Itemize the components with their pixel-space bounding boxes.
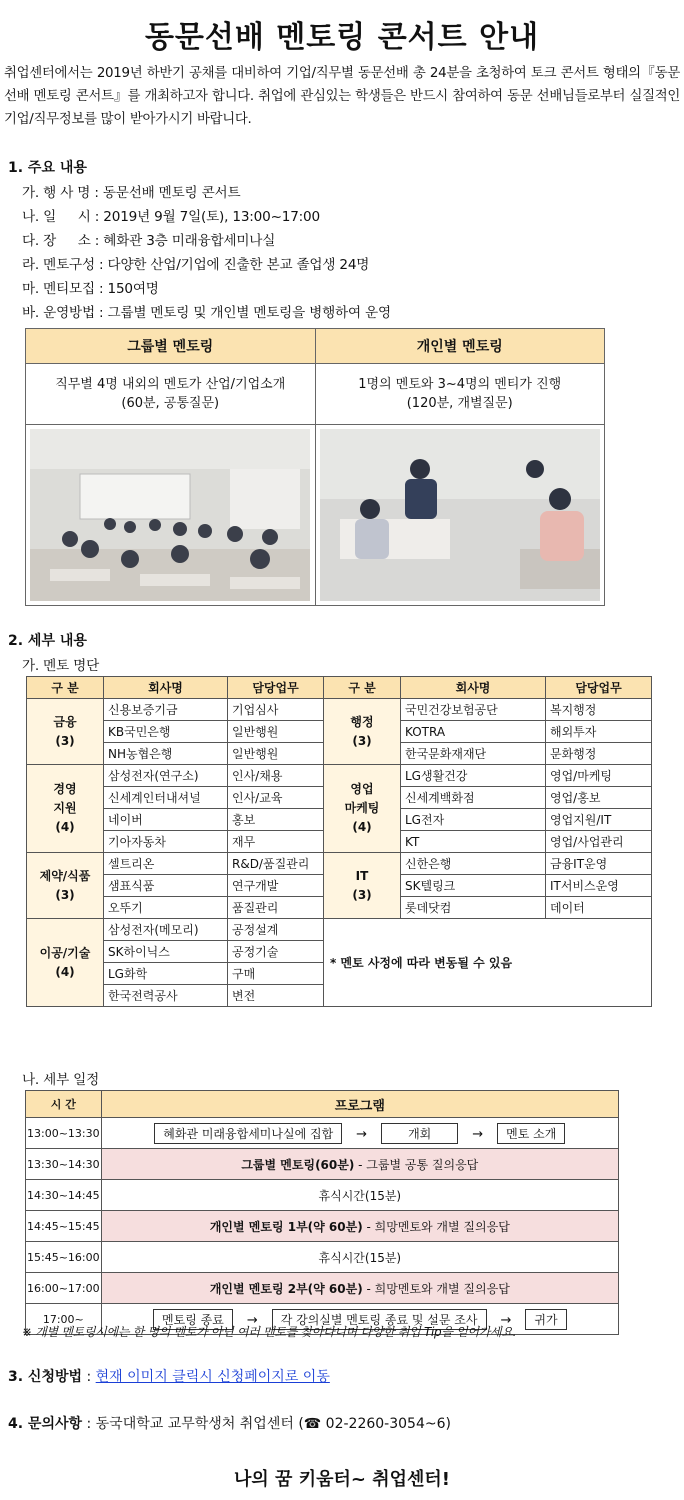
step-opening: 개회	[381, 1123, 458, 1144]
schedule-time: 17:00~	[26, 1304, 102, 1335]
col-header: 회사명	[401, 677, 546, 699]
company-cell: 신한은행	[401, 853, 546, 875]
contact-info: : 동국대학교 교무학생처 취업센터 (☎ 02-2260-3054~6)	[82, 1416, 451, 1432]
role-cell: 공정기술	[228, 941, 324, 963]
step-go-home: 귀가	[525, 1309, 566, 1330]
role-cell: 데이터	[546, 897, 652, 919]
role-cell: 금융IT운영	[546, 853, 652, 875]
schedule-program: 그룹별 멘토링(60분) - 그룹별 공통 질의응답	[101, 1149, 618, 1180]
step-gather: 혜화관 미래융합세미나실에 집합	[154, 1123, 342, 1144]
section2-heading: 2. 세부 내용	[8, 633, 87, 649]
role-cell: 변전	[228, 985, 324, 1007]
company-cell: NH농협은행	[104, 743, 228, 765]
schedule-program: 휴식시간(15분)	[101, 1242, 618, 1273]
role-cell: 구매	[228, 963, 324, 985]
role-cell: 영업/마케팅	[546, 765, 652, 787]
company-cell: 삼성전자(메모리)	[104, 919, 228, 941]
schedule-time: 13:30~14:30	[26, 1149, 102, 1180]
schedule-footnote: ※ 개별 멘토링시에는 한 명의 멘토가 아닌 여러 멘토를 찾아다니며 다양한 취업 Tip을 얻어가세요.	[22, 1325, 517, 1339]
item-mentees: 마. 멘티모집 : 150여명	[22, 281, 159, 297]
schedule-program: 개인별 멘토링 2부(약 60분) - 희망멘토와 개별 질의응답	[101, 1273, 618, 1304]
role-cell: 품질관리	[228, 897, 324, 919]
individual-mentoring-desc: 1명의 멘토와 3~4명의 멘티가 진행 (120분, 개별질문)	[315, 364, 605, 425]
section4-heading: 4. 문의사항	[8, 1416, 83, 1432]
format-table	[25, 328, 605, 606]
mentor-table	[26, 676, 652, 1007]
role-cell: 문화행정	[546, 743, 652, 765]
item-mentors: 라. 멘토구성 : 다양한 산업/기업에 진출한 본교 졸업생 24명	[22, 257, 370, 273]
company-cell: KB국민은행	[104, 721, 228, 743]
individual-mentoring-header: 개인별 멘토링	[315, 329, 605, 364]
company-cell: 삼성전자(연구소)	[104, 765, 228, 787]
role-cell: 일반행원	[228, 721, 324, 743]
step-survey: 각 강의실별 멘토링 종료 및 설문 조사	[272, 1309, 487, 1330]
category-engineering: 이공/기술 (4)	[27, 919, 104, 1007]
group-mentoring-desc: 직무별 4명 내외의 멘토가 산업/기업소개 (60분, 공통질문)	[26, 364, 316, 425]
schedule-table	[25, 1090, 619, 1335]
mentor-change-note: * 멘토 사정에 따라 변동될 수 있음	[324, 919, 652, 1007]
company-cell: 네이버	[104, 809, 228, 831]
role-cell: 영업지원/IT	[546, 809, 652, 831]
schedule-time: 15:45~16:00	[26, 1242, 102, 1273]
category-finance: 금융 (3)	[27, 699, 104, 765]
group-mentoring-photo	[26, 425, 316, 606]
schedule-program-header: 프로그램	[101, 1091, 618, 1118]
schedule-time: 13:00~13:30	[26, 1118, 102, 1149]
item-method: 바. 운영방법 : 그룹별 멘토링 및 개인별 멘토링을 병행하여 운영	[22, 305, 391, 321]
col-header: 담당업무	[546, 677, 652, 699]
arrow-right-icon: →	[356, 1126, 368, 1142]
col-header: 회사명	[104, 677, 228, 699]
section4-line	[8, 1413, 451, 1433]
company-cell: KOTRA	[401, 721, 546, 743]
category-sales: 영업 마케팅 (4)	[324, 765, 401, 853]
role-cell: 인사/교육	[228, 787, 324, 809]
role-cell: 홍보	[228, 809, 324, 831]
apply-link[interactable]: 현재 이미지 클릭시 신청페이지로 이동	[95, 1369, 330, 1385]
closing-slogan: 나의 꿈 키움터~ 취업센터!	[234, 1469, 450, 1490]
schedule-time: 14:30~14:45	[26, 1180, 102, 1211]
company-cell: 신세계인터내셔널	[104, 787, 228, 809]
company-cell: 기아자동차	[104, 831, 228, 853]
company-cell: LG전자	[401, 809, 546, 831]
page-title: 동문선배 멘토링 콘서트 안내	[144, 20, 540, 55]
company-cell: SK하이닉스	[104, 941, 228, 963]
company-cell: 신용보증기금	[104, 699, 228, 721]
category-admin: 행정 (3)	[324, 699, 401, 765]
role-cell: 기업심사	[228, 699, 324, 721]
col-header: 담당업무	[228, 677, 324, 699]
intro-paragraph: 취업센터에서는 2019년 하반기 공채를 대비하여 기업/직무별 동문선배 총 24분을 초청하여 토크 콘서트 형태의『동문선배 멘토링 콘서트』를 개최하고자 합니다. 취업에 관심있는 학생들은 반드시 참여하여 동문 선배님들로부터 실질적인 기업/직무정보를 많이 받아가시기 바랍니다.	[4, 66, 680, 127]
schedule-program	[101, 1118, 618, 1149]
role-cell: IT서비스운영	[546, 875, 652, 897]
section1-heading: 1. 주요 내용	[8, 160, 87, 176]
company-cell: 오뚜기	[104, 897, 228, 919]
role-cell: 공정설계	[228, 919, 324, 941]
step-mentor-intro: 멘토 소개	[497, 1123, 565, 1144]
group-mentoring-header: 그룹별 멘토링	[26, 329, 316, 364]
role-cell: 복지행정	[546, 699, 652, 721]
role-cell: 인사/채용	[228, 765, 324, 787]
schedule-time: 14:45~15:45	[26, 1211, 102, 1242]
company-cell: 한국문화재재단	[401, 743, 546, 765]
arrow-right-icon: →	[472, 1126, 484, 1142]
arrow-right-icon: →	[500, 1312, 512, 1328]
company-cell: 한국전력공사	[104, 985, 228, 1007]
schedule-program: 휴식시간(15분)	[101, 1180, 618, 1211]
category-management: 경영 지원 (4)	[27, 765, 104, 853]
section3-heading: 3. 신청방법	[8, 1369, 83, 1385]
step-mentoring-end: 멘토링 종료	[153, 1309, 233, 1330]
company-cell: 국민건강보험공단	[401, 699, 546, 721]
role-cell: 영업/사업관리	[546, 831, 652, 853]
role-cell: 연구개발	[228, 875, 324, 897]
col-header: 구 분	[27, 677, 104, 699]
company-cell: 셀트리온	[104, 853, 228, 875]
company-cell: KT	[401, 831, 546, 853]
role-cell: R&D/품질관리	[228, 853, 324, 875]
individual-mentoring-photo	[315, 425, 605, 606]
schedule-program: 개인별 멘토링 1부(약 60분) - 희망멘토와 개별 질의응답	[101, 1211, 618, 1242]
mentor-list-subheading: 가. 멘토 명단	[22, 658, 100, 674]
role-cell: 영업/홍보	[546, 787, 652, 809]
company-cell: SK텔링크	[401, 875, 546, 897]
item-event-name: 가. 행 사 명 : 동문선배 멘토링 콘서트	[22, 185, 241, 201]
item-location: 다. 장 소 : 혜화관 3층 미래융합세미나실	[22, 233, 276, 249]
company-cell: LG생활건강	[401, 765, 546, 787]
section3-line: 3. 신청방법 : 현재 이미지 클릭시 신청페이지로 이동	[8, 1369, 330, 1385]
role-cell: 재무	[228, 831, 324, 853]
company-cell: 샘표식품	[104, 875, 228, 897]
category-it: IT (3)	[324, 853, 401, 919]
schedule-time-header: 시 간	[26, 1091, 102, 1118]
arrow-right-icon: →	[246, 1312, 258, 1328]
role-cell: 해외투자	[546, 721, 652, 743]
role-cell: 일반행원	[228, 743, 324, 765]
item-datetime: 나. 일 시 : 2019년 9월 7일(토), 13:00~17:00	[22, 209, 320, 225]
company-cell: 롯데닷컴	[401, 897, 546, 919]
col-header: 구 분	[324, 677, 401, 699]
company-cell: LG화학	[104, 963, 228, 985]
company-cell: 신세계백화점	[401, 787, 546, 809]
category-pharma-food: 제약/식품 (3)	[27, 853, 104, 919]
schedule-time: 16:00~17:00	[26, 1273, 102, 1304]
schedule-subheading: 나. 세부 일정	[22, 1072, 100, 1088]
